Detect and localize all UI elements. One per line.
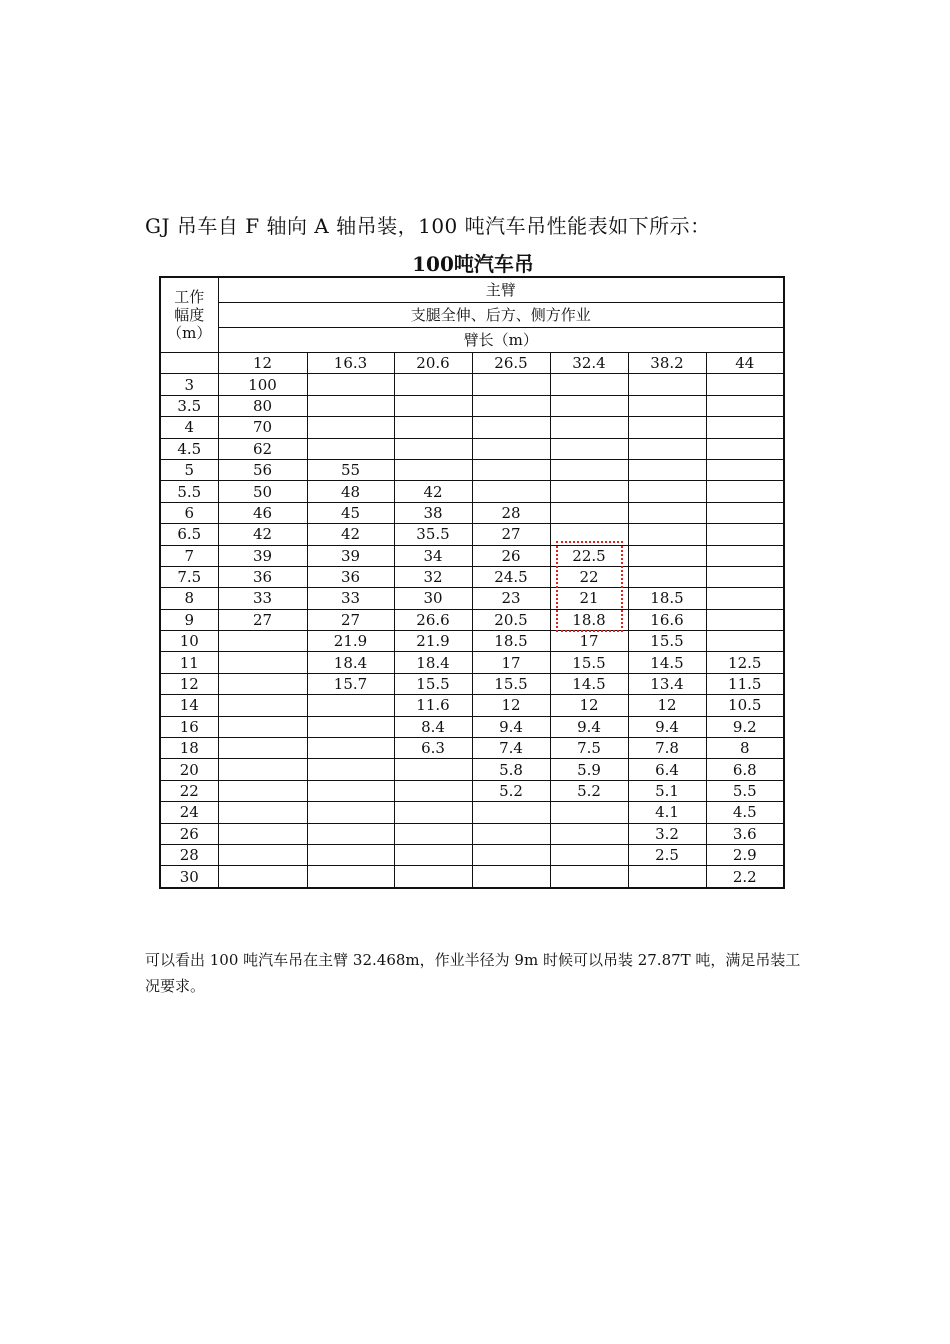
table-row	[160, 438, 784, 459]
capacity-cell: 2.2	[706, 866, 784, 888]
capacity-cell	[628, 438, 706, 459]
capacity-cell: 26	[472, 545, 550, 566]
capacity-cell: 34	[394, 545, 472, 566]
capacity-cell: 3.2	[628, 823, 706, 844]
capacity-cell	[394, 823, 472, 844]
capacity-cell	[218, 844, 307, 865]
capacity-cell: 4.1	[628, 802, 706, 823]
capacity-cell	[218, 802, 307, 823]
capacity-cell: 56	[218, 459, 307, 480]
capacity-cell	[472, 802, 550, 823]
boom-length-row	[160, 353, 784, 374]
capacity-cell: 6.3	[394, 738, 472, 759]
capacity-cell	[218, 631, 307, 652]
capacity-cell	[218, 759, 307, 780]
capacity-cell: 50	[218, 481, 307, 502]
capacity-cell	[628, 866, 706, 888]
capacity-cell: 5.8	[472, 759, 550, 780]
table-row	[160, 844, 784, 865]
capacity-cell	[307, 780, 394, 801]
boom-length-header: 臂长（m）	[218, 328, 784, 353]
table-title: 100吨汽车吊	[412, 252, 534, 276]
capacity-cell: 3.6	[706, 823, 784, 844]
boom-length-cell: 16.3	[307, 353, 394, 374]
heading: GJ 吊车自 F 轴向 A 轴吊装，100 吨汽车吊性能表如下所示：	[145, 214, 711, 238]
capacity-cell: 2.9	[706, 844, 784, 865]
radius-cell: 20	[160, 759, 218, 780]
capacity-cell	[307, 823, 394, 844]
capacity-cell: 14.5	[628, 652, 706, 673]
capacity-cell: 12	[472, 695, 550, 716]
capacity-cell: 17	[550, 631, 628, 652]
capacity-cell	[628, 545, 706, 566]
table-row	[160, 695, 784, 716]
capacity-cell: 42	[307, 524, 394, 545]
capacity-cell: 15.5	[628, 631, 706, 652]
table-row	[160, 866, 784, 888]
table-row	[160, 481, 784, 502]
capacity-cell: 17	[472, 652, 550, 673]
main-boom-header: 主臂	[218, 277, 784, 303]
table-row	[160, 502, 784, 523]
capacity-cell	[706, 545, 784, 566]
radius-cell: 8	[160, 588, 218, 609]
table-row	[160, 738, 784, 759]
capacity-cell: 14.5	[550, 673, 628, 694]
table-row	[160, 566, 784, 587]
capacity-cell: 35.5	[394, 524, 472, 545]
capacity-cell: 36	[218, 566, 307, 587]
radius-cell: 5.5	[160, 481, 218, 502]
capacity-cell	[628, 374, 706, 395]
capacity-cell: 5.9	[550, 759, 628, 780]
capacity-cell	[472, 481, 550, 502]
capacity-cell	[394, 759, 472, 780]
table-row	[160, 588, 784, 609]
capacity-cell: 27	[218, 609, 307, 630]
capacity-cell	[706, 459, 784, 480]
capacity-cell	[550, 481, 628, 502]
capacity-cell: 28	[472, 502, 550, 523]
radius-cell: 11	[160, 652, 218, 673]
capacity-cell	[472, 459, 550, 480]
table-row	[160, 759, 784, 780]
capacity-cell: 7.4	[472, 738, 550, 759]
condition-header: 支腿全伸、后方、侧方作业	[218, 303, 784, 328]
radius-cell: 12	[160, 673, 218, 694]
radius-cell: 18	[160, 738, 218, 759]
capacity-cell	[706, 417, 784, 438]
capacity-cell	[628, 502, 706, 523]
capacity-cell: 16.6	[628, 609, 706, 630]
table-row	[160, 395, 784, 416]
capacity-cell: 27	[307, 609, 394, 630]
capacity-cell: 39	[218, 545, 307, 566]
capacity-cell	[394, 438, 472, 459]
capacity-cell: 13.4	[628, 673, 706, 694]
capacity-cell	[628, 566, 706, 587]
radius-cell: 3	[160, 374, 218, 395]
capacity-cell	[394, 459, 472, 480]
capacity-cell: 18.5	[628, 588, 706, 609]
radius-cell: 9	[160, 609, 218, 630]
capacity-cell	[307, 374, 394, 395]
capacity-cell	[628, 524, 706, 545]
capacity-cell: 22	[550, 566, 628, 587]
capacity-cell: 12	[550, 695, 628, 716]
radius-cell: 14	[160, 695, 218, 716]
capacity-cell: 33	[307, 588, 394, 609]
capacity-cell	[550, 823, 628, 844]
capacity-cell	[307, 438, 394, 459]
radius-cell: 6	[160, 502, 218, 523]
capacity-cell: 32	[394, 566, 472, 587]
capacity-cell: 20.5	[472, 609, 550, 630]
capacity-cell: 9.4	[550, 716, 628, 737]
capacity-cell	[307, 844, 394, 865]
radius-cell: 4.5	[160, 438, 218, 459]
capacity-cell: 15.5	[472, 673, 550, 694]
capacity-cell	[218, 823, 307, 844]
capacity-cell	[394, 780, 472, 801]
capacity-cell: 18.4	[307, 652, 394, 673]
radius-cell: 4	[160, 417, 218, 438]
radius-cell: 22	[160, 780, 218, 801]
capacity-cell	[394, 866, 472, 888]
capacity-cell	[394, 417, 472, 438]
boom-length-cell: 26.5	[472, 353, 550, 374]
capacity-cell	[307, 738, 394, 759]
capacity-cell	[394, 374, 472, 395]
capacity-cell: 7.8	[628, 738, 706, 759]
radius-header-line2: 幅度	[174, 306, 205, 324]
capacity-cell: 5.2	[472, 780, 550, 801]
capacity-cell: 100	[218, 374, 307, 395]
capacity-cell	[550, 374, 628, 395]
capacity-cell: 2.5	[628, 844, 706, 865]
table-row	[160, 417, 784, 438]
capacity-table	[159, 276, 785, 889]
table-row	[160, 609, 784, 630]
capacity-cell: 36	[307, 566, 394, 587]
capacity-cell: 8.4	[394, 716, 472, 737]
capacity-cell	[628, 417, 706, 438]
boom-length-cell: 38.2	[628, 353, 706, 374]
capacity-cell: 9.4	[472, 716, 550, 737]
capacity-cell: 15.5	[550, 652, 628, 673]
capacity-cell: 5.1	[628, 780, 706, 801]
capacity-cell: 11.5	[706, 673, 784, 694]
boom-length-corner	[160, 353, 218, 374]
radius-cell: 7	[160, 545, 218, 566]
boom-length-cell: 44	[706, 353, 784, 374]
radius-cell: 7.5	[160, 566, 218, 587]
capacity-cell	[706, 438, 784, 459]
capacity-cell: 9.2	[706, 716, 784, 737]
table-row	[160, 524, 784, 545]
capacity-cell	[394, 802, 472, 823]
radius-header	[160, 277, 218, 353]
radius-cell: 6.5	[160, 524, 218, 545]
capacity-cell: 11.6	[394, 695, 472, 716]
capacity-cell	[472, 395, 550, 416]
capacity-cell	[307, 866, 394, 888]
table-row	[160, 374, 784, 395]
capacity-cell: 8	[706, 738, 784, 759]
capacity-cell	[550, 438, 628, 459]
capacity-cell	[550, 844, 628, 865]
capacity-cell: 70	[218, 417, 307, 438]
capacity-cell: 42	[218, 524, 307, 545]
capacity-cell	[472, 417, 550, 438]
capacity-table-wrapper	[159, 276, 785, 889]
capacity-cell: 62	[218, 438, 307, 459]
table-row	[160, 780, 784, 801]
boom-length-cell: 12	[218, 353, 307, 374]
capacity-cell	[472, 844, 550, 865]
capacity-cell	[550, 802, 628, 823]
capacity-cell	[550, 395, 628, 416]
capacity-cell: 6.8	[706, 759, 784, 780]
capacity-cell: 5.2	[550, 780, 628, 801]
table-row	[160, 545, 784, 566]
table-row	[160, 652, 784, 673]
capacity-cell	[628, 459, 706, 480]
capacity-cell	[706, 502, 784, 523]
capacity-cell	[394, 844, 472, 865]
capacity-cell	[218, 866, 307, 888]
capacity-cell: 12.5	[706, 652, 784, 673]
capacity-cell	[706, 524, 784, 545]
capacity-cell	[706, 609, 784, 630]
boom-length-cell: 32.4	[550, 353, 628, 374]
capacity-cell: 42	[394, 481, 472, 502]
capacity-cell	[706, 588, 784, 609]
radius-cell: 30	[160, 866, 218, 888]
capacity-cell: 33	[218, 588, 307, 609]
capacity-cell: 30	[394, 588, 472, 609]
capacity-cell: 7.5	[550, 738, 628, 759]
capacity-cell	[706, 631, 784, 652]
capacity-cell	[550, 502, 628, 523]
capacity-cell	[307, 716, 394, 737]
radius-cell: 10	[160, 631, 218, 652]
capacity-cell: 9.4	[628, 716, 706, 737]
table-row	[160, 823, 784, 844]
capacity-cell	[472, 866, 550, 888]
capacity-cell	[706, 395, 784, 416]
capacity-cell	[218, 738, 307, 759]
capacity-cell: 15.7	[307, 673, 394, 694]
capacity-cell	[550, 866, 628, 888]
capacity-cell: 39	[307, 545, 394, 566]
capacity-cell: 12	[628, 695, 706, 716]
capacity-cell: 27	[472, 524, 550, 545]
capacity-cell: 21.9	[307, 631, 394, 652]
capacity-cell: 21.9	[394, 631, 472, 652]
capacity-table-body	[160, 277, 784, 888]
capacity-cell: 18.4	[394, 652, 472, 673]
capacity-cell: 24.5	[472, 566, 550, 587]
capacity-cell: 45	[307, 502, 394, 523]
radius-header-line3: （m）	[167, 324, 212, 342]
capacity-cell	[706, 374, 784, 395]
capacity-cell: 48	[307, 481, 394, 502]
capacity-cell: 18.8	[550, 609, 628, 630]
radius-cell: 3.5	[160, 395, 218, 416]
table-row	[160, 802, 784, 823]
capacity-cell	[550, 524, 628, 545]
capacity-cell	[307, 417, 394, 438]
capacity-cell: 23	[472, 588, 550, 609]
capacity-cell	[472, 438, 550, 459]
capacity-cell: 10.5	[706, 695, 784, 716]
capacity-cell: 21	[550, 588, 628, 609]
capacity-cell	[307, 395, 394, 416]
table-row	[160, 716, 784, 737]
capacity-cell	[307, 695, 394, 716]
table-row	[160, 459, 784, 480]
table-row	[160, 631, 784, 652]
radius-cell: 16	[160, 716, 218, 737]
radius-cell: 24	[160, 802, 218, 823]
radius-cell: 5	[160, 459, 218, 480]
capacity-cell: 38	[394, 502, 472, 523]
capacity-cell	[550, 417, 628, 438]
capacity-cell: 26.6	[394, 609, 472, 630]
capacity-cell	[706, 566, 784, 587]
capacity-cell: 46	[218, 502, 307, 523]
capacity-cell	[628, 395, 706, 416]
capacity-cell: 6.4	[628, 759, 706, 780]
capacity-cell: 22.5	[550, 545, 628, 566]
capacity-cell: 55	[307, 459, 394, 480]
capacity-cell	[307, 802, 394, 823]
capacity-cell	[218, 652, 307, 673]
capacity-cell	[472, 374, 550, 395]
capacity-cell: 15.5	[394, 673, 472, 694]
capacity-cell: 5.5	[706, 780, 784, 801]
capacity-cell	[472, 823, 550, 844]
capacity-cell	[218, 780, 307, 801]
capacity-cell	[706, 481, 784, 502]
capacity-cell	[628, 481, 706, 502]
capacity-cell: 18.5	[472, 631, 550, 652]
capacity-cell: 4.5	[706, 802, 784, 823]
radius-cell: 26	[160, 823, 218, 844]
radius-cell: 28	[160, 844, 218, 865]
capacity-cell	[218, 673, 307, 694]
capacity-cell	[218, 716, 307, 737]
capacity-cell	[394, 395, 472, 416]
table-row	[160, 673, 784, 694]
capacity-cell	[550, 459, 628, 480]
capacity-cell	[218, 695, 307, 716]
note-paragraph: 可以看出 100 吨汽车吊在主臂 32.468m，作业半径为 9m 时候可以吊装 27.87T 吨，满足吊装工况要求。	[145, 951, 801, 995]
capacity-cell	[307, 759, 394, 780]
capacity-cell: 80	[218, 395, 307, 416]
radius-header-line1: 工作	[174, 288, 205, 306]
boom-length-cell: 20.6	[394, 353, 472, 374]
